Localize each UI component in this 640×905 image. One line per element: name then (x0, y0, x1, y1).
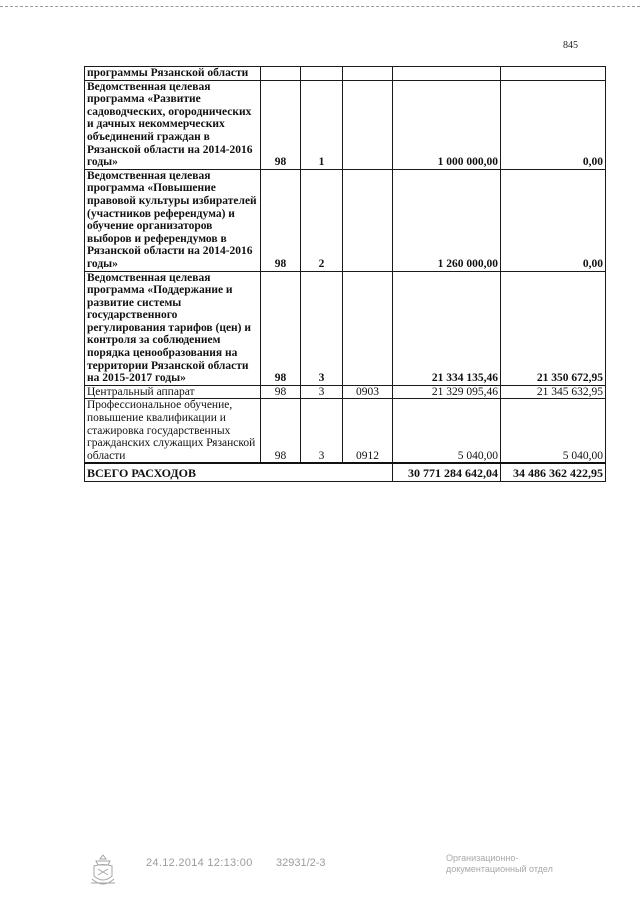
row-code2 (301, 67, 343, 81)
total-amount2: 34 486 362 422,95 (501, 463, 606, 482)
row-amount2: 0,00 (501, 169, 606, 271)
row-name: Ведомственная целевая программа «Повышение правовой культуры избирателей (участников референдума) и обучение организаторов выборов и референдумов в Рязанской области на 2014-2016 годы» (85, 169, 261, 271)
row-amount1 (393, 67, 501, 81)
row-name: Ведомственная целевая программа «Развитие садоводческих, огороднических и дачных некоммерческих объединений граждан в Рязанской области на 2014-2016 годы» (85, 80, 261, 169)
budget-table (84, 66, 606, 482)
footer-org-stamp (446, 853, 553, 875)
footer-date: 24.12.2014 12:13:00 (146, 857, 253, 869)
total-label: ВСЕГО РАСХОДОВ (85, 463, 393, 482)
footer-doc-number: 32931/2-3 (276, 857, 326, 869)
row-code2: 1 (301, 80, 343, 169)
row-code1: 98 (261, 169, 301, 271)
table-row (85, 399, 606, 463)
row-code1: 98 (261, 271, 301, 385)
footer-org-line2: документационный отдел (446, 864, 553, 874)
row-name: Профессиональное обучение, повышение квалификации и стажировка государственных гражданских служащих Рязанской области (85, 399, 261, 463)
row-amount2 (501, 67, 606, 81)
row-amount1: 5 040,00 (393, 399, 501, 463)
total-amount1: 30 771 284 642,04 (393, 463, 501, 482)
row-name: Ведомственная целевая программа «Поддержание и развитие системы государственного регулирования тарифов (цен) и контроля за соблюдением порядка ценообразования на территории Рязанской области на 2015-2017 годы» (85, 271, 261, 385)
table-row (85, 80, 606, 169)
table-row (85, 67, 606, 81)
row-code3: 0903 (343, 385, 393, 399)
row-code2: 3 (301, 385, 343, 399)
row-code1: 98 (261, 80, 301, 169)
row-name: Центральный аппарат (85, 385, 261, 399)
row-code1: 98 (261, 385, 301, 399)
row-amount1: 1 260 000,00 (393, 169, 501, 271)
row-code1: 98 (261, 399, 301, 463)
row-amount1: 21 329 095,46 (393, 385, 501, 399)
page-number: 845 (563, 40, 578, 51)
row-name: программы Рязанской области (85, 67, 261, 81)
row-amount1: 21 334 135,46 (393, 271, 501, 385)
row-code3: 0912 (343, 399, 393, 463)
row-amount2: 21 345 632,95 (501, 385, 606, 399)
row-amount2: 21 350 672,95 (501, 271, 606, 385)
total-row (85, 463, 606, 482)
row-amount2: 0,00 (501, 80, 606, 169)
table-row (85, 169, 606, 271)
row-code2: 3 (301, 271, 343, 385)
footer-org-line1: Организационно- (446, 853, 519, 863)
row-amount2: 5 040,00 (501, 399, 606, 463)
row-code2: 3 (301, 399, 343, 463)
row-code3 (343, 169, 393, 271)
row-code3 (343, 80, 393, 169)
table-row (85, 385, 606, 399)
row-code1 (261, 67, 301, 81)
scan-top-edge (0, 6, 640, 8)
row-code3 (343, 67, 393, 81)
row-code3 (343, 271, 393, 385)
budget-table-body (85, 67, 606, 482)
row-amount1: 1 000 000,00 (393, 80, 501, 169)
coat-of-arms-icon (86, 853, 120, 894)
row-code2: 2 (301, 169, 343, 271)
table-row (85, 271, 606, 385)
